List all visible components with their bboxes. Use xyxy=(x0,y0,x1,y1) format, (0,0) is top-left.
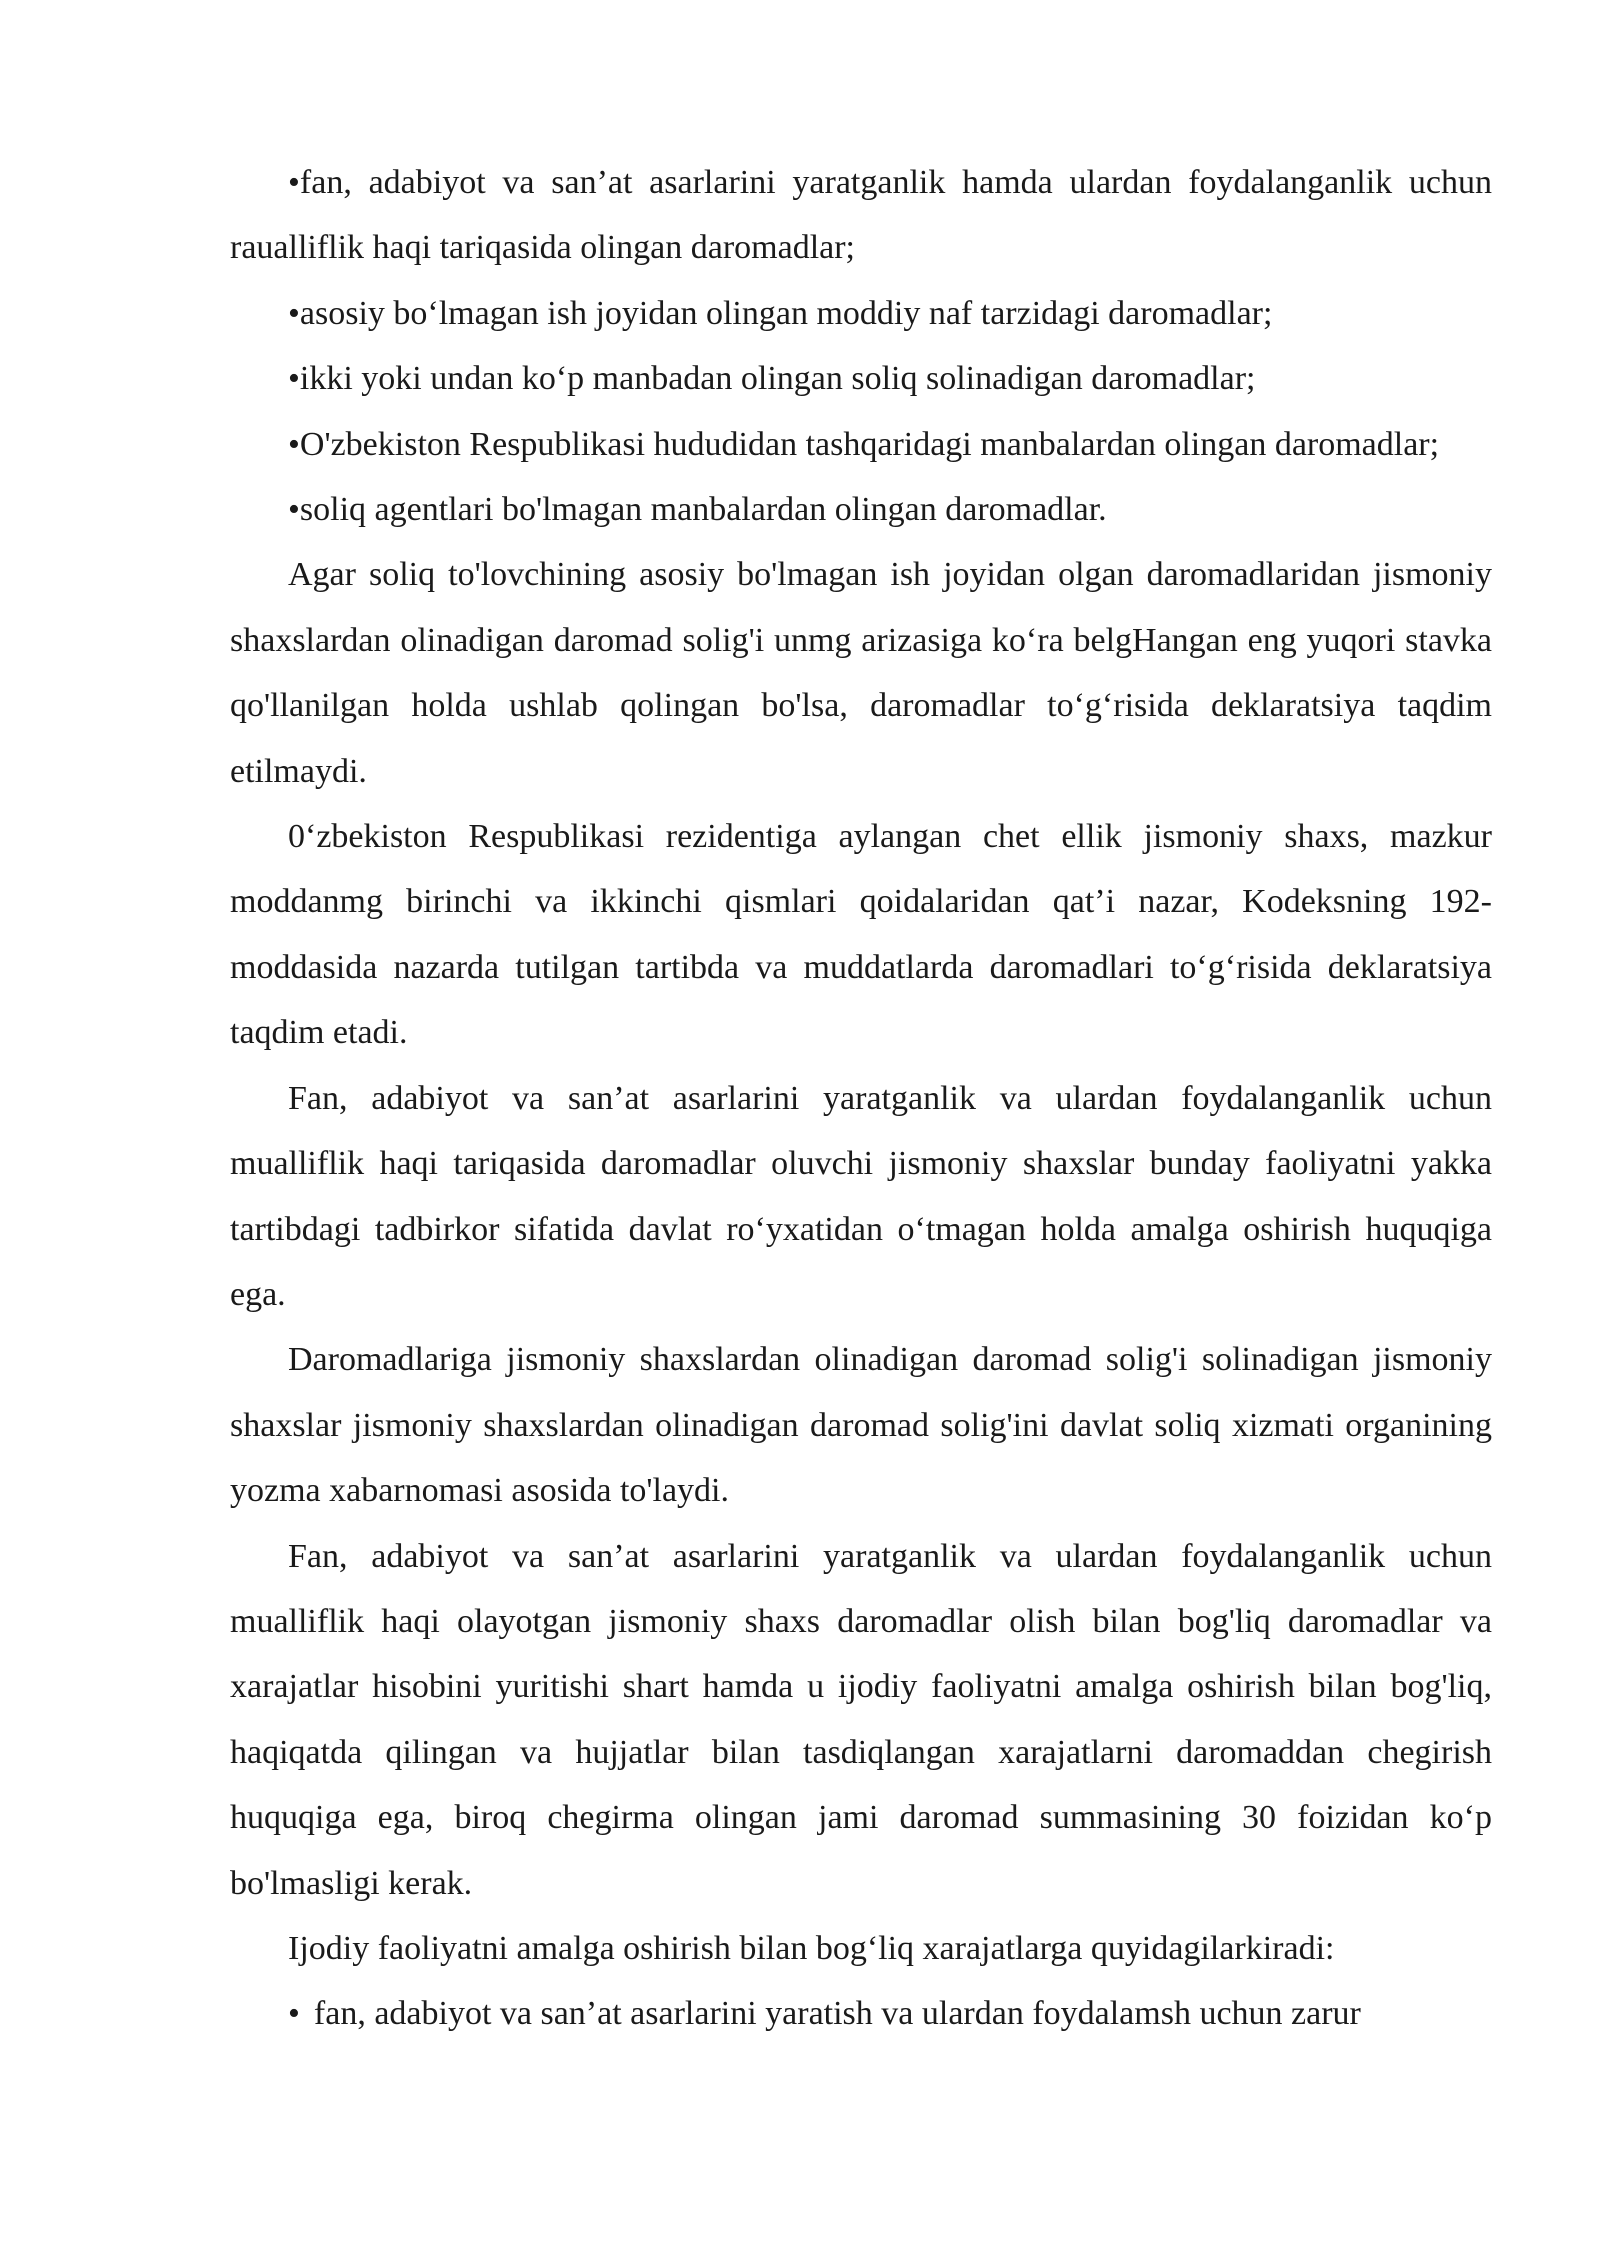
body-paragraph: Daromadlariga jismoniy shaxslardan olinadigan daromad solig'i solinadigan jismoniy shaxslar jismoniy shaxslardan olinadigan daromad solig'ini davlat soliq xizmati organining yozma xabarnomasi asosida to'laydi. xyxy=(230,1341,1492,1510)
list-item xyxy=(230,346,1492,411)
list-item xyxy=(230,412,1492,477)
bullet-mark: • xyxy=(288,491,300,529)
list-item-text: ikki yoki undan ko‘p manbadan olingan soliq solinadigan daromadlar; xyxy=(299,360,1256,398)
list-item xyxy=(230,150,1492,281)
list-item-text: asosiy bo‘lmagan ish joyidan olingan moddiy naf tarzidagi daromadlar; xyxy=(299,294,1273,332)
body-paragraph: Fan, adabiyot va san’at asarlarini yaratganlik va ulardan foydalanganlik uchun mualliflik haqi tariqasida daromadlar oluvchi jismoniy shaxslar bunday faoliyatni yakka tartibdagi tadbirkor sifatida davlat ro‘yxatidan o‘tmagan holda amalga oshirish huquqiga ega. xyxy=(230,1079,1492,1313)
bullet-mark: • xyxy=(288,425,300,463)
list-item xyxy=(230,477,1492,542)
body-paragraph: Fan, adabiyot va san’at asarlarini yaratganlik va ulardan foydalanganlik uchun mualliflik haqi olayotgan jismoniy shaxs daromadlar olish bilan bog'liq daromadlar va xarajatlar hisobini yuritishi shart hamda u ijodiy faoliyatni amalga oshirish bilan bog'liq, haqiqatda qilingan va hujjatlar bilan tasdiqlangan xarajatlarni daromaddan chegirish huquqiga ega, biroq chegirma olingan jami daromad summasining 30 foizidan ko‘p bo'lmasligi kerak. xyxy=(230,1537,1492,1902)
body-paragraph: Ijodiy faoliyatni amalga oshirish bilan bog‘liq xarajatlarga quyidagilarkiradi: xyxy=(288,1929,1335,1967)
bullet-mark: • xyxy=(288,164,300,201)
list-item-text: O'zbekiston Respublikasi hududidan tashqaridagi manbalardan olingan daromadlar; xyxy=(299,425,1440,463)
bullet-mark: • xyxy=(288,1995,300,2033)
list-item xyxy=(230,1981,1492,2046)
document-page xyxy=(230,150,1492,2047)
body-paragraph: Agar soliq to'lovchining asosiy bo'lmagan ish joyidan olgan daromadlaridan jismoniy shaxslardan olinadigan daromad solig'i unmg arizasiga ko‘ra belgHangan eng yuqori stavka qo'llanilgan holda ushlab qolingan bo'lsa, daromadlar to‘g‘risida deklaratsiya taqdim etilmaydi. xyxy=(230,556,1492,790)
body-paragraph: 0‘zbekiston Respublikasi rezidentiga aylangan chet ellik jismoniy shaxs, mazkur moddanmg birinchi va ikkinchi qismlari qoidalaridan qat’i nazar, Kodeksning 192-moddasida nazarda tutilgan tartibda va muddatlarda daromadlari to‘g‘risida deklaratsiya taqdim etadi. xyxy=(230,818,1492,1052)
list-item xyxy=(230,281,1492,346)
bullet-mark: • xyxy=(288,294,300,332)
bullet-mark: • xyxy=(288,360,300,398)
list-item-text: soliq agentlari bo'lmagan manbalardan olingan daromadlar. xyxy=(299,491,1107,529)
list-item-text: fan, adabiyot va san’at asarlarini yaratish va ulardan foydalamsh uchun zarur xyxy=(313,1995,1361,2033)
list-item-text: fan, adabiyot va san’at asarlarini yaratganlik hamda ulardan foydalanganlik uchun raualliflik haqi tariqasida olingan daromadlar; xyxy=(230,164,1492,267)
